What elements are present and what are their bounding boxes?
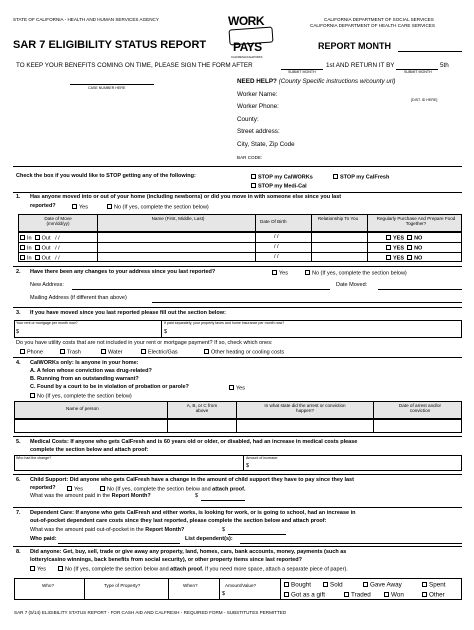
q7-dependents[interactable] xyxy=(240,543,462,544)
q8-sold[interactable]: Sold xyxy=(323,582,343,589)
q7-text: Dependent Care: If anyone who gets CalFresh and either works, is looking for work, or is going to school, had an increase in xyxy=(30,510,356,516)
case-number-line xyxy=(70,84,154,85)
q6-no[interactable]: No (If yes, complete the section below and attach proof. xyxy=(100,486,245,493)
form-title: SAR 7 ELIGIBILITY STATUS REPORT xyxy=(13,39,207,51)
utility-other[interactable]: Other heating or cooling costs xyxy=(204,349,284,356)
q7-who-paid[interactable] xyxy=(58,543,180,544)
q5-amount[interactable]: $ xyxy=(246,463,250,469)
report-month-label: REPORT MONTH xyxy=(318,41,391,51)
stop-medical[interactable]: STOP my Medi-Cal xyxy=(251,183,307,190)
rent-amount[interactable]: $ xyxy=(16,329,20,335)
q1-dob[interactable]: / / xyxy=(274,244,279,250)
q5-who[interactable]: Who had the change? xyxy=(16,456,52,460)
q7-amount[interactable] xyxy=(228,534,286,535)
q8-gave-away[interactable]: Gave Away xyxy=(363,582,402,589)
date-moved-field[interactable] xyxy=(378,289,462,290)
work-pays-logo: WORK PAYS CALFRESH/CALWORKS xyxy=(227,12,277,66)
q8-won[interactable]: Won xyxy=(384,592,404,599)
utility-electric[interactable]: Electric/Gas xyxy=(141,349,178,356)
agency-left: STATE OF CALIFORNIA - HEALTH AND HUMAN SERVICES AGENCY xyxy=(13,17,159,22)
q8-no[interactable]: No (If yes, complete the section below and attach proof. If you need more space, attach a separate piece of paper). xyxy=(58,566,348,573)
q2-yes[interactable]: Yes xyxy=(272,270,288,277)
q3-utilities-text: Do you have utility costs that are not included in your rent or mortgage payment? If so, check which ones: xyxy=(16,340,273,346)
worker-phone: Worker Phone: xyxy=(237,103,279,110)
report-month-field[interactable] xyxy=(398,51,462,52)
q1-dob[interactable]: / / xyxy=(274,254,279,260)
stop-calfresh[interactable]: STOP my CalFresh xyxy=(333,174,389,181)
q6-text: Child Support: Did anyone who gets CalFresh have a change in the amount of child support they have to pay since they last xyxy=(30,477,354,483)
q1-text: Has anyone moved into or out of your home (including newborns) or did you move in with someone else since you last xyxy=(30,194,342,200)
q1-yes[interactable]: Yes xyxy=(72,204,88,211)
q4-no[interactable]: No (If yes, complete the section below) xyxy=(30,393,132,400)
q1-no[interactable]: No (If yes, complete the section below) xyxy=(107,204,209,211)
street-address: Street address: xyxy=(237,128,280,135)
q1-food-choice[interactable]: YES NO xyxy=(386,255,422,262)
agency-right-2: CALIFORNIA DEPARTMENT OF HEALTH CARE SERVICES xyxy=(310,23,435,28)
q8-bought[interactable]: Bought xyxy=(284,582,311,589)
q8-traded[interactable]: Traded xyxy=(344,592,371,599)
utility-water[interactable]: Water xyxy=(101,349,122,356)
tax-amount[interactable]: $ xyxy=(164,329,168,335)
q1-row-move[interactable]: In Out / / xyxy=(20,255,60,262)
q6-yes[interactable]: Yes xyxy=(67,486,83,493)
case-number-label: CASE NUMBER HERE xyxy=(88,86,126,90)
instruction-text: TO KEEP YOUR BENEFITS COMING ON TIME, PLEASE SIGN THE FORM AFTER xyxy=(16,62,253,69)
q1-row-move[interactable]: In Out / / xyxy=(20,245,60,252)
stop-calworks[interactable]: STOP my CalWORKs xyxy=(251,174,313,181)
q6-amount[interactable] xyxy=(201,500,245,501)
q2-no[interactable]: No (If yes, complete the section below) xyxy=(305,270,407,277)
mailing-address-field[interactable] xyxy=(152,302,462,303)
dist-id: [DIST. ID HERE] xyxy=(411,98,438,102)
worker-name: Worker Name: xyxy=(237,91,278,98)
q1-dob[interactable]: / / xyxy=(274,234,279,240)
utility-phone[interactable]: Phone xyxy=(20,349,43,356)
q1-food-choice[interactable]: YES NO xyxy=(386,235,422,242)
q8-spent[interactable]: Spent xyxy=(422,582,445,589)
q8-gift[interactable]: Got as a gift xyxy=(284,592,325,599)
utility-trash[interactable]: Trash xyxy=(60,349,81,356)
new-address-field[interactable] xyxy=(72,289,330,290)
q2-text: Have there been any changes to your address since you last reported? xyxy=(30,269,216,275)
need-help: NEED HELP? (County Specific instructions w/county url) xyxy=(237,78,396,85)
q3-text: If you have moved since you last reported please fill out the section below: xyxy=(30,310,226,316)
q1-food-choice[interactable]: YES NO xyxy=(386,245,422,252)
q8-other[interactable]: Other xyxy=(422,592,445,599)
footer: SAR 7 (5/14) ELIGIBILITY STATUS REPORT - FOR CASH AID AND CALFRESH - REQUIRED FORM - SUBSTITUTES PERMITTED xyxy=(14,610,287,615)
q8-text: Did anyone: Get, buy, sell, trade or give away any property, land, homes, cars, bank accounts, money, payments (such as xyxy=(30,549,347,555)
city-state-zip: City, State, Zip Code xyxy=(237,141,295,148)
q1-row-move[interactable]: In Out / / xyxy=(20,235,60,242)
q5-text: Medical Costs: If anyone who gets CalFresh and is 60 years old or older, or disabled, had an increase in medical costs please xyxy=(30,439,358,445)
q8-yes[interactable]: Yes xyxy=(30,566,46,573)
agency-right-1: CALIFORNIA DEPARTMENT OF SOCIAL SERVICES xyxy=(324,17,434,22)
q4-text: CalWORKs only: Is anyone in your home: xyxy=(30,360,139,366)
bar-code-label: BAR CODE: xyxy=(237,155,263,160)
q4-yes[interactable]: Yes xyxy=(229,385,245,392)
county: County: xyxy=(237,116,259,123)
stop-question: Check the box if you would like to STOP getting any of the following: xyxy=(16,173,196,179)
